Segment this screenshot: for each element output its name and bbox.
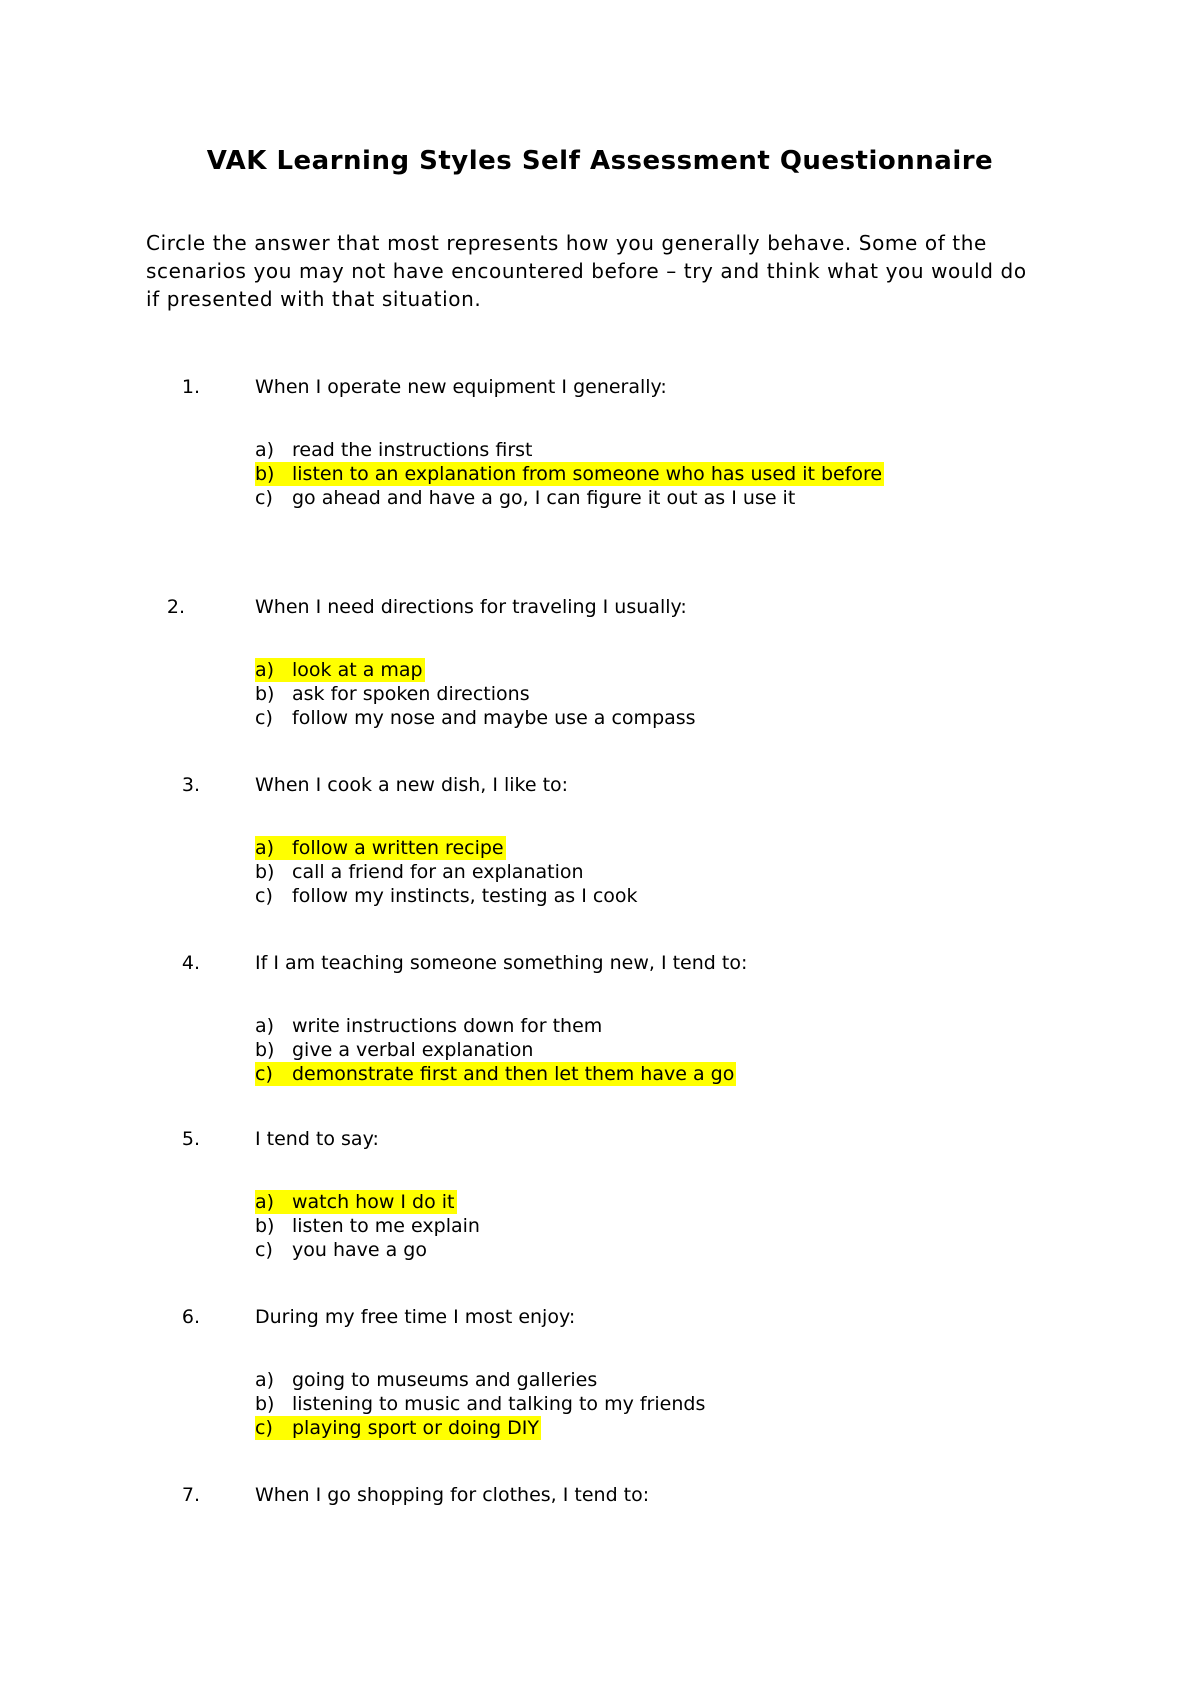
option-6c[interactable]	[255, 1416, 707, 1440]
option-letter: c)	[255, 707, 273, 729]
option-4c[interactable]	[255, 1062, 736, 1086]
question-text: When I go shopping for clothes, I tend to:	[255, 1484, 650, 1506]
option-text: you have a go	[292, 1239, 427, 1261]
question-text: When I operate new equipment I generally:	[255, 376, 667, 398]
question-text: When I cook a new dish, I like to:	[255, 774, 569, 796]
option-3b[interactable]	[255, 860, 640, 884]
option-letter: b)	[255, 1393, 275, 1415]
question-7	[0, 1481, 1200, 1511]
option-letter: c)	[255, 1239, 273, 1261]
option-text: follow a written recipe	[292, 837, 504, 859]
option-letter: a)	[255, 439, 275, 461]
question-2	[0, 593, 1200, 623]
option-4b[interactable]	[255, 1038, 736, 1062]
option-text: follow my nose and maybe use a compass	[292, 707, 696, 729]
option-letter: a)	[255, 1015, 275, 1037]
question-1-options	[255, 438, 884, 510]
document-title: VAK Learning Styles Self Assessment Questionnaire	[206, 146, 994, 176]
option-4a[interactable]	[255, 1014, 736, 1038]
question-number: 5.	[181, 1128, 200, 1150]
option-text: ask for spoken directions	[292, 683, 530, 705]
question-5	[0, 1125, 1200, 1155]
option-text: going to museums and galleries	[292, 1369, 598, 1391]
instructions-paragraph: Circle the answer that most represents how you generally behave. Some of the scenarios you may not have encountered before – try and think what you would do if presented with that situation.	[146, 231, 1027, 311]
option-5c[interactable]	[255, 1238, 482, 1262]
option-text: watch how I do it	[292, 1191, 455, 1213]
question-number: 7.	[181, 1484, 200, 1506]
option-text: listen to me explain	[292, 1215, 480, 1237]
option-2a[interactable]	[255, 658, 698, 682]
option-text: listening to music and talking to my friends	[292, 1393, 706, 1415]
option-text: look at a map	[292, 659, 423, 681]
option-5a[interactable]	[255, 1190, 482, 1214]
option-letter: a)	[255, 659, 275, 681]
question-3	[0, 771, 1200, 801]
option-3a[interactable]	[255, 836, 640, 860]
option-text: write instructions down for them	[292, 1015, 603, 1037]
option-text: playing sport or doing DIY	[292, 1417, 539, 1439]
option-1a[interactable]	[255, 438, 884, 462]
question-4-options	[255, 1014, 736, 1086]
question-6-options	[255, 1368, 707, 1440]
option-text: give a verbal explanation	[292, 1039, 534, 1061]
option-2b[interactable]	[255, 682, 698, 706]
option-5b[interactable]	[255, 1214, 482, 1238]
question-number: 4.	[181, 952, 200, 974]
question-text: During my free time I most enjoy:	[255, 1306, 576, 1328]
option-1c[interactable]	[255, 486, 884, 510]
option-letter: b)	[255, 1215, 275, 1237]
option-letter: c)	[255, 1417, 273, 1439]
option-text: go ahead and have a go, I can figure it out as I use it	[292, 487, 796, 509]
option-letter: c)	[255, 487, 273, 509]
option-2c[interactable]	[255, 706, 698, 730]
option-letter: a)	[255, 1369, 275, 1391]
option-text: listen to an explanation from someone who has used it before	[292, 463, 883, 485]
question-text: I tend to say:	[255, 1128, 379, 1150]
option-6b[interactable]	[255, 1392, 707, 1416]
question-number: 1.	[181, 376, 200, 398]
question-text: When I need directions for traveling I usually:	[255, 596, 687, 618]
option-6a[interactable]	[255, 1368, 707, 1392]
question-number: 6.	[181, 1306, 200, 1328]
question-2-options	[255, 658, 698, 730]
question-text: If I am teaching someone something new, I tend to:	[255, 952, 748, 974]
question-4	[0, 949, 1200, 979]
question-1	[0, 373, 1200, 403]
option-letter: b)	[255, 861, 275, 883]
option-text: follow my instincts, testing as I cook	[292, 885, 638, 907]
option-letter: b)	[255, 1039, 275, 1061]
question-6	[0, 1303, 1200, 1333]
question-3-options	[255, 836, 640, 908]
option-text: demonstrate first and then let them have a go	[292, 1063, 735, 1085]
question-number: 2.	[166, 596, 185, 618]
option-text: call a friend for an explanation	[292, 861, 584, 883]
question-5-options	[255, 1190, 482, 1262]
option-letter: b)	[255, 463, 275, 485]
question-number: 3.	[181, 774, 200, 796]
option-letter: a)	[255, 837, 275, 859]
option-letter: b)	[255, 683, 275, 705]
option-text: read the instructions first	[292, 439, 533, 461]
option-letter: c)	[255, 1063, 273, 1085]
option-1b[interactable]	[255, 462, 884, 486]
option-letter: a)	[255, 1191, 275, 1213]
option-3c[interactable]	[255, 884, 640, 908]
option-letter: c)	[255, 885, 273, 907]
